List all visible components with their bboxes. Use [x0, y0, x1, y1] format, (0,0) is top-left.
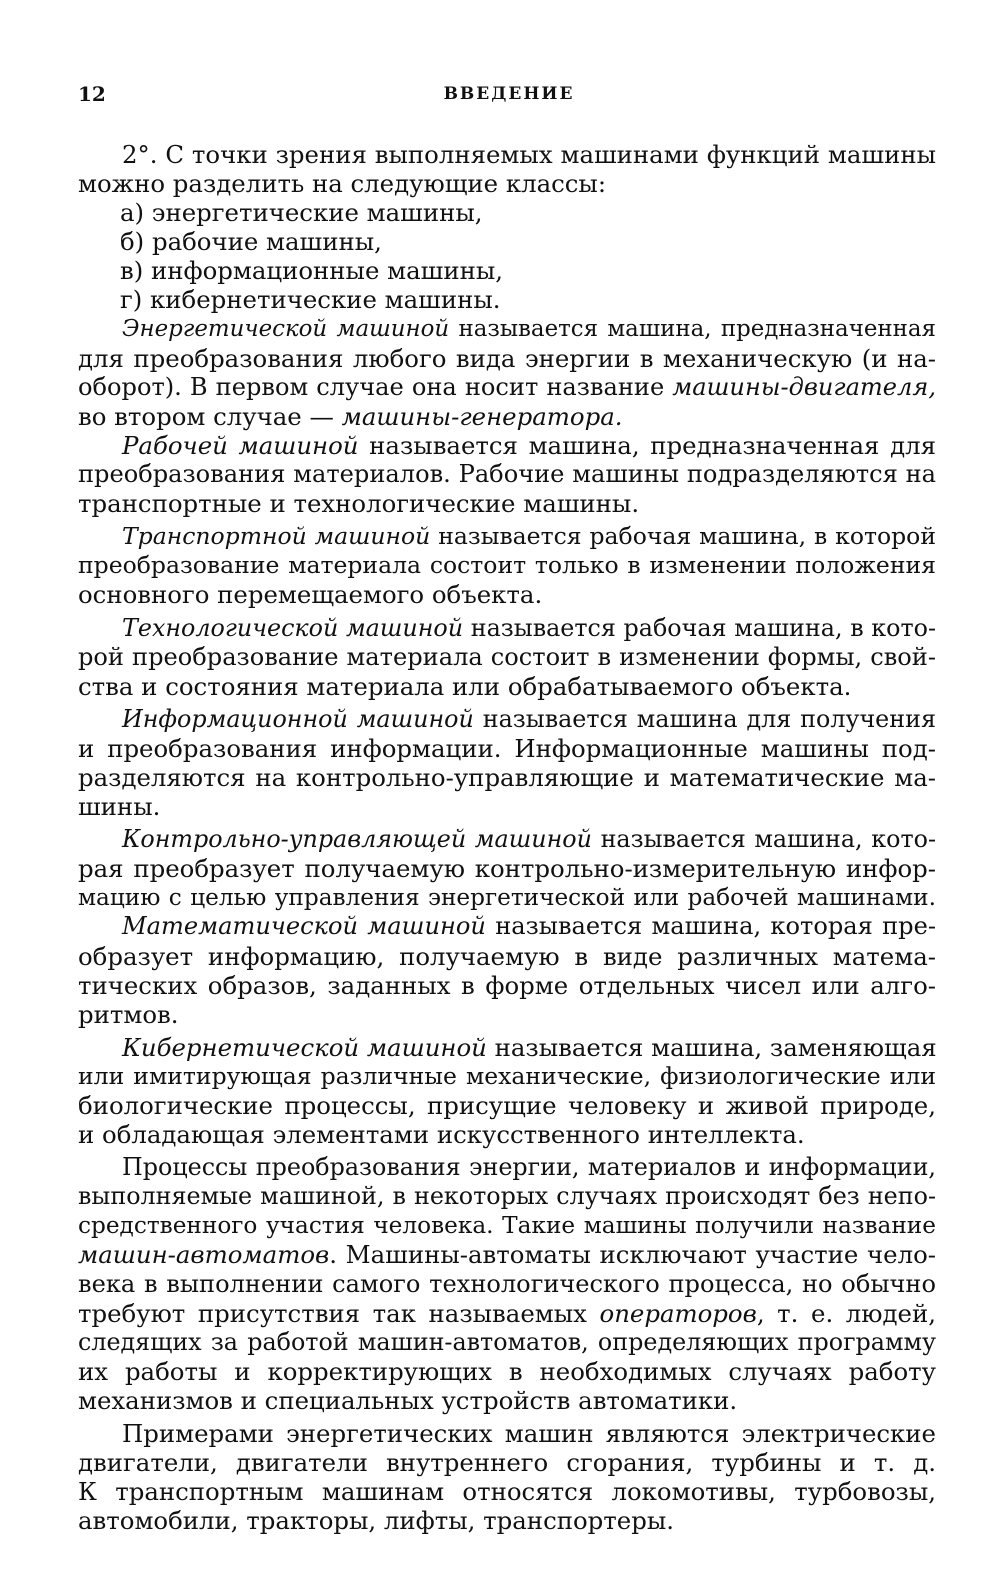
text-line: автомобили, тракторы, лифты, транспортеры.	[78, 1506, 674, 1536]
list-item: г) кибернетические машины.	[120, 285, 501, 315]
term: Кибернетической машиной	[122, 1032, 487, 1062]
text-line: шины.	[78, 792, 161, 822]
text-line: механизмов и специальных устройств автоматики.	[78, 1385, 738, 1415]
text-line: Транспортной машиной называется рабочая машина, в которой	[122, 522, 936, 551]
text-line: разделяются на контрольно-управляющие и математические ма-	[78, 762, 936, 792]
text-line: Процессы преобразования энергии, материалов и информации,	[122, 1153, 936, 1182]
text-line: выполняемые машиной, в некоторых случаях происходят без непо-	[78, 1182, 936, 1211]
text-line: двигатели, двигатели внутреннего сгорания, турбины и т. д.	[78, 1448, 936, 1478]
text-line: Энергетической машиной называется машина, предназначенная	[122, 315, 936, 342]
term: Информационной машиной	[122, 704, 474, 733]
text-line: следящих за работой машин-автоматов, определяющих программу	[78, 1327, 936, 1356]
term: Энергетической машиной	[122, 315, 450, 342]
term: Транспортной машиной	[122, 522, 431, 551]
term: машины-двигателя,	[672, 372, 936, 401]
text-line: мацию с целью управления энергетической или рабочей машинами.	[78, 884, 936, 912]
list-item: а) энергетические машины,	[120, 198, 483, 228]
text-line: Технологической машиной называется рабочая машина, в кото-	[122, 613, 936, 642]
text-line: средственного участия человека. Такие машины получили название	[78, 1212, 936, 1240]
text-line: рая преобразует получаемую контрольно-измерительную инфор-	[78, 854, 936, 884]
text-line: транспортные и технологические машины.	[78, 489, 640, 519]
text-line: К транспортным машинам относятся локомотивы, турбовозы,	[78, 1477, 936, 1507]
text-line: ритмов.	[78, 999, 179, 1029]
page-number: 12	[78, 82, 106, 106]
text-line: или имитирующая различные механические, физиологические или	[78, 1061, 936, 1090]
text-line: образует информацию, получаемую в виде различных матема-	[78, 941, 936, 971]
text-line: во втором случае — машины-генератора.	[78, 401, 623, 431]
text-line: основного перемещаемого объекта.	[78, 580, 543, 610]
text-line: ства и состояния материала или обрабатываемого объекта.	[78, 671, 852, 701]
text-line: Информационной машиной называется машина для получения	[122, 704, 936, 733]
text-line: для преобразования любого вида энергии в механическую (и на-	[78, 343, 936, 373]
text-line: Контрольно-управляющей машиной называется машина, кото-	[122, 825, 936, 854]
body-text	[78, 140, 936, 1535]
list-item: б) рабочие машины,	[120, 227, 382, 257]
list-item: в) информационные машины,	[120, 256, 504, 286]
term: Технологической машиной	[122, 613, 464, 642]
text-line: их работы и корректирующих в необходимых случаях работу	[78, 1356, 936, 1386]
term: Математической машиной	[122, 912, 486, 941]
text-line: преобразования материалов. Рабочие машины подразделяются на	[78, 460, 936, 489]
term: машин-автоматов	[78, 1240, 330, 1270]
text-line: преобразование материала состоит только в изменении положения	[78, 551, 936, 580]
text-line: оборот). В первом случае она носит название машины-двигателя,	[78, 372, 936, 401]
text-line: века в выполнении самого технологического процесса, но обычно	[78, 1269, 936, 1298]
text-line: 2°. С точки зрения выполняемых машинами функций машины	[122, 140, 936, 169]
text-line: биологические процессы, присущие человеку и живой природе,	[78, 1091, 936, 1120]
text-line: Математической машиной называется машина, которая пре-	[122, 912, 937, 941]
text-line: Примерами энергетических машин являются электрические	[122, 1419, 936, 1449]
text-line: требуют присутствия так называемых операторов, т. е. людей,	[78, 1298, 936, 1328]
text-line: и преобразования информации. Информационные машины под-	[78, 733, 936, 763]
term: Контрольно-управляющей машиной	[122, 825, 592, 854]
text-line: Рабочей машиной называется машина, предназначенная для	[122, 430, 936, 460]
term: операторов	[599, 1298, 757, 1328]
running-head: ВВЕДЕНИЕ	[443, 84, 575, 104]
term: машины-генератора.	[341, 401, 623, 431]
term: Рабочей машиной	[122, 430, 359, 460]
page-header	[78, 82, 940, 112]
text-line: тических образов, заданных в форме отдельных чисел или алго-	[78, 970, 936, 1000]
text-line: рой преобразование материала состоит в изменении формы, свой-	[78, 642, 936, 671]
text-line: можно разделить на следующие классы:	[78, 169, 607, 199]
text-line: и обладающая элементами искусственного интеллекта.	[78, 1120, 805, 1150]
text-line: машин-автоматов. Машины-автоматы исключают участие чело-	[78, 1240, 936, 1270]
text-line: Кибернетической машиной называется машина, заменяющая	[122, 1032, 937, 1062]
